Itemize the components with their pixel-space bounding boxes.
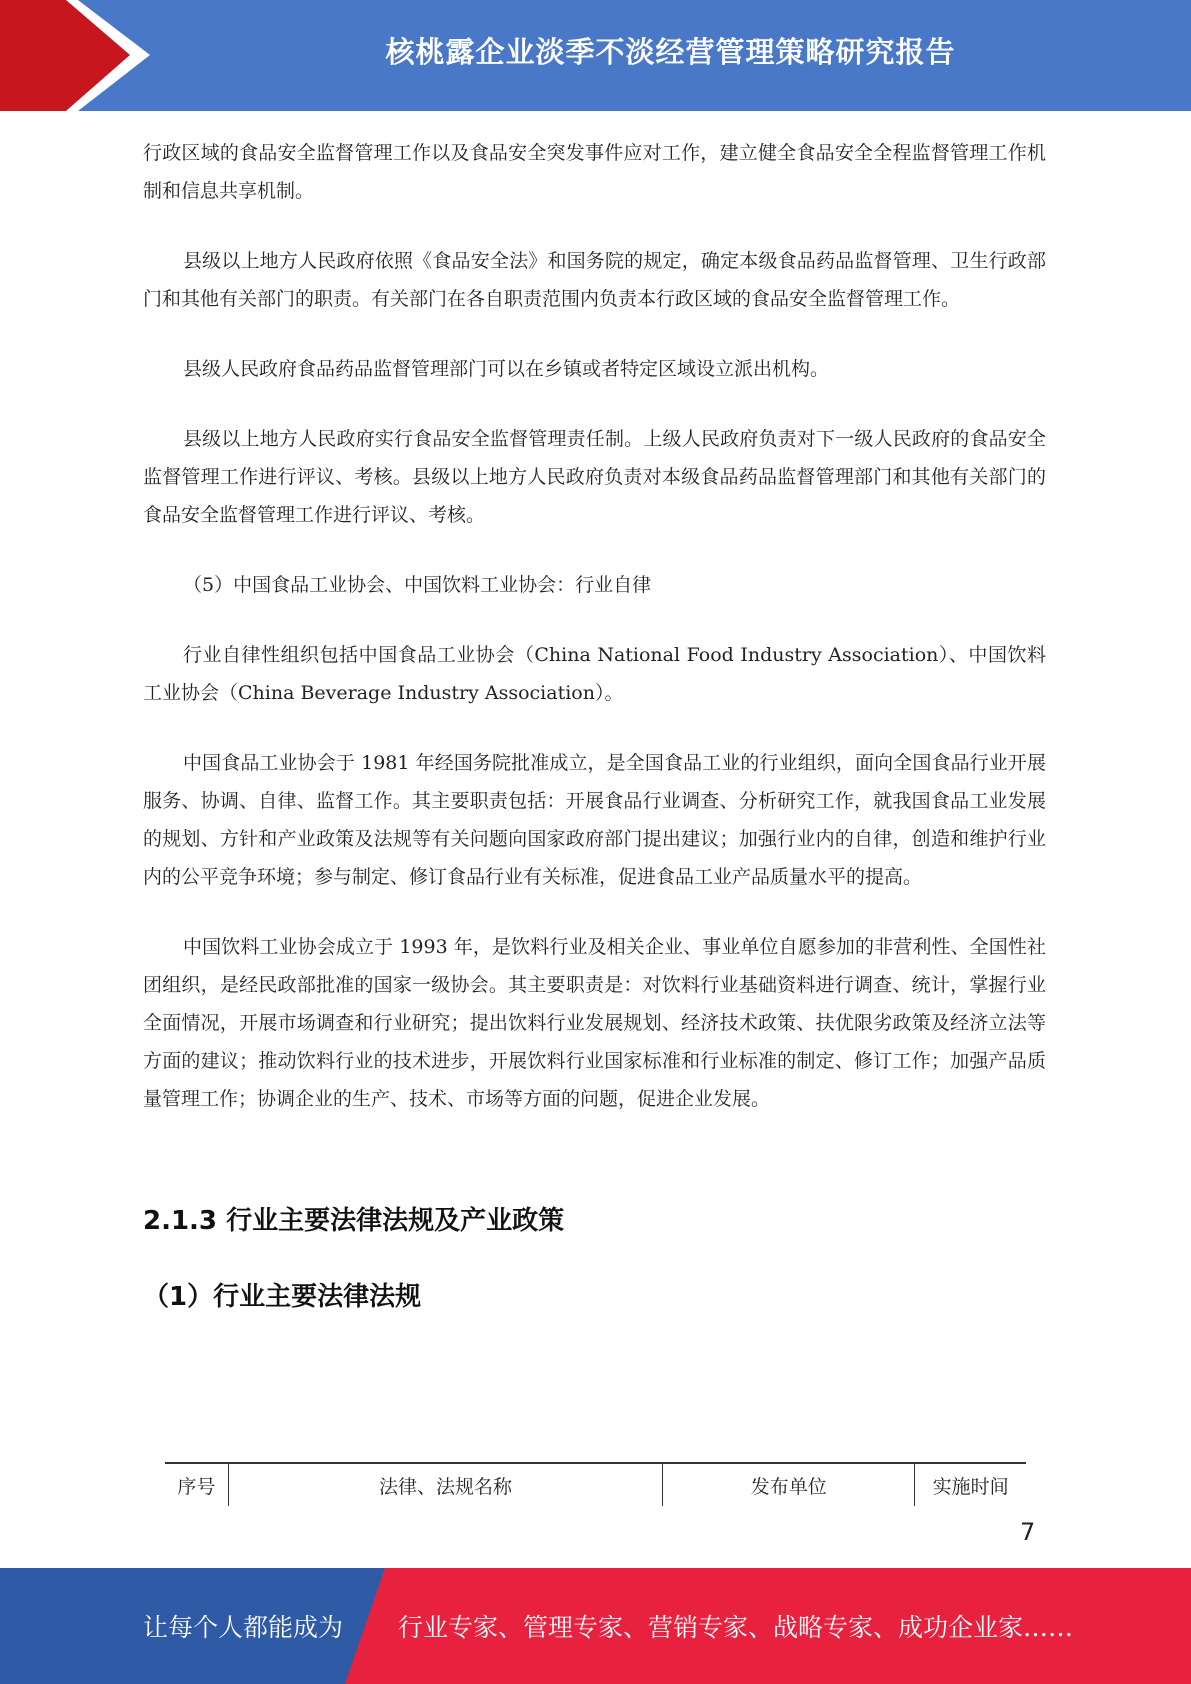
footer-slogan-left: 让每个人都能成为 — [143, 1613, 344, 1642]
section-heading: 2.1.3 行业主要法律法规及产业政策 — [143, 1206, 565, 1236]
paragraph: 行政区域的食品安全监督管理工作以及食品安全突发事件应对工作，建立健全食品安全全程监督管理工作机制和信息共享机制。 — [143, 142, 1046, 202]
paragraph: 行业自律性组织包括中国食品工业协会（China National Food Industry Association）、中国饮料工业协会（China Beverage Industry Association）。 — [143, 644, 1046, 704]
page-number: 7 — [1020, 1518, 1036, 1546]
table-header-cell: 发布单位 — [663, 1463, 915, 1506]
table-header-cell: 实施时间 — [915, 1463, 1026, 1506]
table-header-cell: 法律、法规名称 — [228, 1463, 662, 1506]
footer-slogan-right: 行业专家、管理专家、营销专家、战略专家、成功企业家…… — [398, 1613, 1074, 1642]
paragraph: 县级人民政府食品药品监督管理部门可以在乡镇或者特定区域设立派出机构。 — [183, 358, 830, 380]
page-header — [0, 0, 1191, 111]
table-header-row — [165, 1463, 1026, 1506]
report-title: 核桃露企业淡季不淡经营管理策略研究报告 — [385, 34, 956, 69]
table-header-cell: 序号 — [165, 1463, 228, 1506]
subheading-paragraph: （5）中国食品工业协会、中国饮料工业协会：行业自律 — [183, 574, 652, 596]
paragraph: 县级以上地方人民政府依照《食品安全法》和国务院的规定，确定本级食品药品监督管理、卫生行政部门和其他有关部门的职责。有关部门在各自职责范围内负责本行政区域的食品安全监督管理工作。 — [143, 250, 1046, 310]
paragraph: 中国食品工业协会于 1981 年经国务院批准成立，是全国食品工业的行业组织，面向全国食品行业开展服务、协调、自律、监督工作。其主要职责包括：开展食品行业调查、分析研究工作，就我国食品工业发展的规划、方针和产业政策及法规等有关问题向国家政府部门提出建议；加强行业内的自律，创造和维护行业内的公平竞争环境；参与制定、修订食品行业有关标准，促进食品工业产品质量水平的提高。 — [143, 752, 1046, 888]
law-table — [165, 1462, 1026, 1506]
subsection-heading: （1）行业主要法律法规 — [143, 1282, 422, 1312]
main-content — [143, 134, 1046, 1348]
page-footer — [0, 1568, 1191, 1684]
paragraph: 中国饮料工业协会成立于 1993 年，是饮料行业及相关企业、事业单位自愿参加的非营利性、全国性社团组织，是经民政部批准的国家一级协会。其主要职责是：对饮料行业基础资料进行调查、统计，掌握行业全面情况，开展市场调查和行业研究；提出饮料行业发展规划、经济技术政策、扶优限劣政策及经济立法等方面的建议；推动饮料行业的技术进步，开展饮料行业国家标准和行业标准的制定、修订工作；加强产品质量管理工作；协调企业的生产、技术、市场等方面的问题，促进企业发展。 — [143, 936, 1046, 1110]
header-red-arrow-decoration — [0, 0, 150, 111]
paragraph: 县级以上地方人民政府实行食品安全监督管理责任制。上级人民政府负责对下一级人民政府的食品安全监督管理工作进行评议、考核。县级以上地方人民政府负责对本级食品药品监督管理部门和其他有关部门的食品安全监督管理工作进行评议、考核。 — [143, 428, 1046, 526]
